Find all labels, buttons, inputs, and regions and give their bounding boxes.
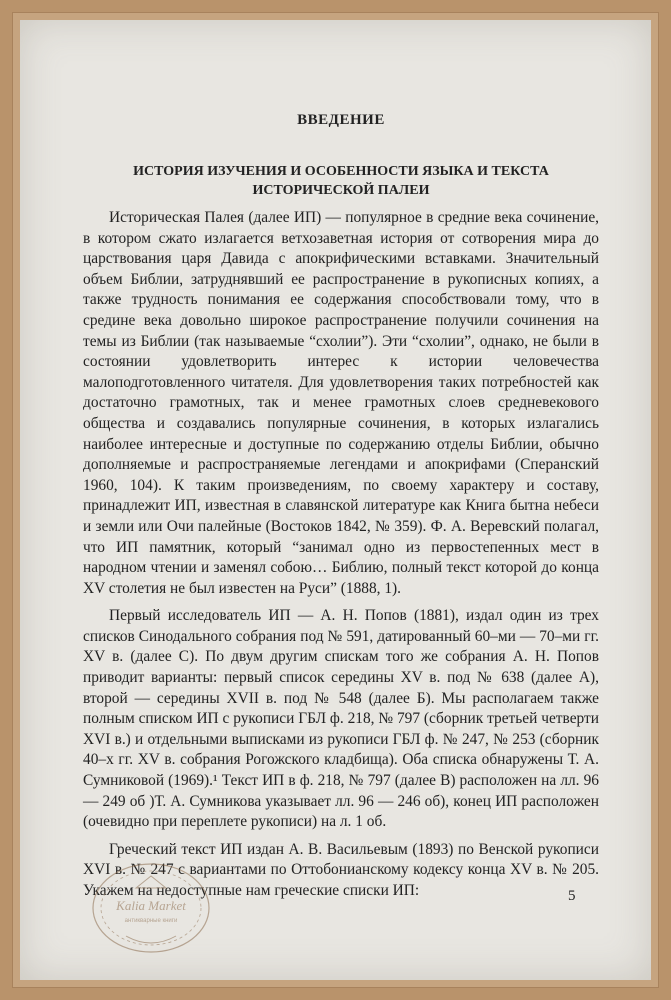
paragraph-1: Историческая Палея (далее ИП) — популярное в средние века сочинение, в котором сжато излагается ветхозаветная история от сотворения мира до царствования царя Давида с апокрифическими вставками. Значительный объем Библии, затруднявший ее распространение в рукописных копиях, а также трудность понимания ее содержания способствовали тому, что в средине века довольно широкое распространение получили сочинения на темы из Библии (так называемые “схолии”). Эти “схолии”, однако, не были в состоянии удовлетворить интерес к истории человечества малоподготовленного читателя. Для удовлетворения таких потребностей как достаточно грамотных, так и менее грамотных слоев средневекового общества и создавались популярные сочинения, в которых излагались наиболее интересные и доступные по содержанию отделы Библии, обычно дополняемые и распространяемые легендами и апокрифами (Сперанский 1960, 104). К таким произведениям, по своему характеру и составу, принадлежит ИП, известная в славянской литературе как Книга бытна небеси и земли или Очи палейные (Востоков 1842, № 359). Ф. А. Веревский полагал, что ИП памятник, который “занимал одно из первостепенных мест в народном чтении и заменял собою… Библию, полный текст которой до конца XV столетия не был известен на Руси” (1888, 1). xyxy=(83,209,599,597)
page-number: 5 xyxy=(568,888,576,904)
section-title: ВВЕДЕНИЕ xyxy=(297,112,385,128)
paragraph-2: Первый исследователь ИП — А. Н. Попов (1881), издал один из трех списков Синодального собрания под № 591, датированный 60–ми — 70–ми гг. XV в. (далее С). По двум другим спискам того же собрания А. Н. Попов приводит варианты: первый список середины XV в. под № 638 (далее А), второй — середины XVII в. под № 548 (далее Б). Мы располагаем также полным списком ИП с рукописи ГБЛ ф. 218, № 797 (сборник третьей четверти XVI в.) и отдельными выписками из рукописи ГБЛ ф. № 247, № 253 (сборник 40–х гг. XV в. собрания Рогожского кладбища). Оба списка обнаружены Т. А. Сумниковой (1969).¹ Текст ИП в ф. 218, № 797 (далее В) расположен на лл. 96 — 249 об )Т. А. Сумникова указывает лл. 96 — 246 об), конец ИП расположен (очевидно при переплете рукописи) на л. 1 об. xyxy=(83,607,599,831)
watermark-subtext: антикварные книги xyxy=(124,918,178,924)
book-page xyxy=(20,20,651,980)
page-content xyxy=(83,112,599,909)
watermark-logo xyxy=(86,858,216,958)
watermark-text: Kalia Market xyxy=(116,898,186,913)
watermark-seal-icon xyxy=(86,858,216,958)
paragraph-3: Греческий текст ИП издан А. В. Васильевым (1893) по Венской рукописи XVI в. № 247 с вариантами по Оттобонианскому кодексу конца XV в. № 205. Укажем на недоступные нам греческие списки ИП: xyxy=(83,840,599,899)
chapter-subtitle xyxy=(83,162,599,200)
subtitle-line-2: ИСТОРИЧЕСКОЙ ПАЛЕИ xyxy=(252,183,430,198)
subtitle-line-1: ИСТОРИЯ ИЗУЧЕНИЯ И ОСОБЕННОСТИ ЯЗЫКА И ТЕКСТА xyxy=(133,164,549,179)
